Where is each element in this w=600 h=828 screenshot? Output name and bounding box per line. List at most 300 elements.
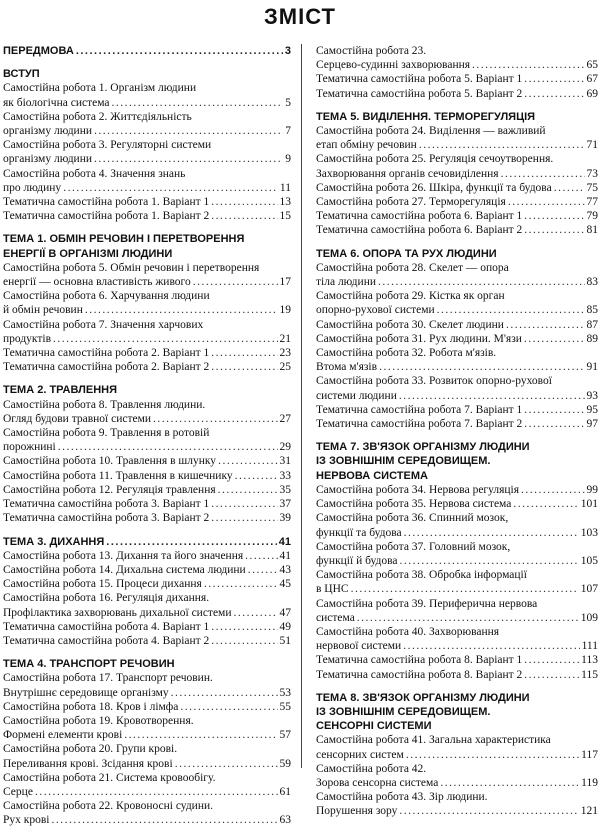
toc-entry-title: Самостійна робота 19. Кровотворення. — [3, 714, 194, 727]
toc-dot-leader — [94, 152, 283, 166]
toc-entry-title: Тематична самостійна робота 7. Варіант 2 — [316, 418, 523, 431]
toc-entry[interactable] — [316, 417, 598, 431]
toc-entry-title: Самостійна робота 15. Процеси дихання — [3, 578, 202, 591]
toc-entry[interactable] — [316, 87, 598, 101]
toc-entry-title: Самостійна робота 12. Регуляція травлення — [3, 483, 216, 496]
toc-entry-title: Самостійна робота 11. Травлення в кишечнику — [3, 469, 233, 482]
toc-entry[interactable] — [316, 511, 598, 525]
toc-section — [3, 383, 291, 525]
toc-entry[interactable] — [316, 389, 598, 403]
toc-dot-leader — [400, 554, 579, 568]
toc-dot-leader — [218, 483, 278, 497]
toc-dot-leader — [124, 728, 277, 742]
toc-page-number: 49 — [279, 620, 291, 633]
toc-entry[interactable] — [316, 497, 598, 511]
toc-entry[interactable] — [3, 469, 291, 483]
toc-entry[interactable] — [316, 332, 598, 346]
toc-heading[interactable] — [316, 247, 598, 261]
toc-page-number: 51 — [279, 634, 291, 647]
toc-entry[interactable] — [316, 223, 598, 237]
toc-entry[interactable] — [316, 653, 598, 667]
toc-entry[interactable] — [316, 303, 598, 317]
toc-entry-title: Самостійна робота 31. Рух людини. М'язи — [316, 332, 522, 345]
toc-entry-title: Самостійна робота 27. Терморегуляція — [316, 196, 506, 209]
toc-entry[interactable] — [3, 332, 291, 346]
toc-dot-leader — [437, 303, 585, 317]
toc-page-number: 89 — [586, 332, 598, 345]
toc-entry-title: Самостійна робота 42. — [316, 762, 427, 775]
toc-section — [316, 247, 598, 432]
toc-entry[interactable] — [316, 44, 598, 58]
toc-entry-title: Самостійна робота 17. Транспорт речовин. — [3, 672, 213, 685]
toc-entry-title: ТЕМА 6. ОПОРА ТА РУХ ЛЮДИНИ — [316, 247, 497, 260]
toc-dot-leader — [211, 360, 277, 374]
toc-entry-title: Самостійна робота 7. Значення харчових — [3, 318, 204, 331]
toc-entry[interactable] — [316, 318, 598, 332]
toc-page-number: 79 — [586, 210, 598, 223]
toc-entry[interactable] — [3, 440, 291, 454]
toc-entry[interactable] — [3, 289, 291, 303]
toc-section — [316, 440, 598, 681]
toc-entry-title: ТЕМА 2. ТРАВЛЕННЯ — [3, 384, 118, 397]
toc-entry-title: ТЕМА 1. ОБМІН РЕЧОВИН І ПЕРЕТВОРЕННЯ — [3, 233, 245, 246]
toc-dot-leader — [508, 195, 585, 209]
toc-dot-leader — [112, 96, 284, 110]
toc-entry[interactable] — [3, 81, 291, 95]
toc-entry[interactable] — [3, 152, 291, 166]
toc-section — [3, 657, 291, 827]
toc-entry-title: Самостійна робота 37. Головний мозок, — [316, 540, 511, 553]
toc-dot-leader — [524, 653, 579, 667]
toc-page-number: 35 — [279, 483, 291, 496]
toc-entry-title: ІЗ ЗОВНІШНІМ СЕРЕДОВИЩЕМ. — [316, 455, 491, 468]
toc-entry-title: Серце — [3, 785, 33, 798]
toc-entry-title: про людину — [3, 181, 62, 194]
toc-dot-leader — [85, 303, 278, 317]
toc-entry-title: функції й будова — [316, 554, 398, 567]
toc-page-number: 107 — [580, 583, 598, 596]
toc-heading[interactable] — [316, 469, 598, 483]
toc-entry-title: Самостійна робота 18. Кров і лімфа — [3, 700, 179, 713]
toc-dot-leader — [513, 497, 578, 511]
toc-section — [3, 232, 291, 374]
toc-dot-leader — [35, 785, 278, 799]
toc-entry[interactable] — [3, 671, 291, 685]
toc-entry[interactable] — [316, 167, 598, 181]
toc-entry[interactable] — [3, 303, 291, 317]
toc-entry-title: Самостійна робота 34. Нервова регуляція — [316, 483, 520, 496]
toc-entry-title: ПЕРЕДМОВА — [3, 45, 74, 57]
toc-entry-title: Серцево-судинні захворювання — [316, 59, 471, 72]
toc-dot-leader — [524, 403, 584, 417]
toc-entry-title: Самостійна робота 43. Зір людини. — [316, 791, 488, 804]
toc-heading[interactable] — [3, 383, 291, 397]
toc-dot-leader — [440, 776, 579, 790]
toc-entry[interactable] — [3, 454, 291, 468]
toc-entry[interactable] — [316, 124, 598, 138]
toc-entry[interactable] — [316, 58, 598, 72]
toc-page-number: 9 — [285, 153, 291, 166]
toc-entry[interactable] — [3, 511, 291, 525]
toc-dot-leader — [406, 748, 579, 762]
toc-entry[interactable] — [3, 620, 291, 634]
toc-entry[interactable] — [316, 360, 598, 374]
toc-page-number: 7 — [285, 125, 291, 138]
toc-entry[interactable] — [316, 483, 598, 497]
toc-page-number: 87 — [586, 318, 598, 331]
toc-entry-title: Тематична самостійна робота 8. Варіант 1 — [316, 654, 523, 667]
toc-entry-title: Самостійна робота 5. Обмін речовин і перетворення — [3, 261, 260, 274]
toc-dot-leader — [524, 209, 584, 223]
toc-page-number: 69 — [586, 87, 598, 100]
toc-entry[interactable] — [316, 762, 598, 776]
toc-entry[interactable] — [316, 790, 598, 804]
toc-page-number: 53 — [279, 686, 291, 699]
toc-entry-title: системи людини — [316, 389, 397, 402]
toc-dot-leader — [357, 611, 579, 625]
toc-entry-title: Самостійна робота 1. Організм людини — [3, 82, 197, 95]
toc-dot-leader — [175, 757, 278, 771]
toc-entry-title: ЕНЕРГІЇ В ОРГАНІЗМІ ЛЮДИНИ — [3, 247, 173, 260]
toc-page-number: 45 — [279, 578, 291, 591]
toc-entry-title: Самостійна робота 35. Нервова система — [316, 498, 512, 511]
toc-dot-leader — [378, 275, 585, 289]
toc-entry-title: ТЕМА 5. ВИДІЛЕННЯ. ТЕРМОРЕГУЛЯЦІЯ — [316, 110, 536, 123]
toc-dot-leader — [554, 181, 585, 195]
toc-page-number: 81 — [586, 224, 598, 237]
toc-entry[interactable] — [316, 374, 598, 388]
toc-entry-title: Тематична самостійна робота 5. Варіант 2 — [316, 87, 523, 100]
toc-entry-title: продуктів — [3, 332, 52, 345]
toc-entry[interactable] — [3, 275, 291, 289]
toc-entry[interactable] — [3, 563, 291, 577]
toc-entry-title: етап обміну речовин — [316, 139, 417, 152]
toc-entry[interactable] — [316, 72, 598, 86]
toc-page-number: 67 — [586, 73, 598, 86]
toc-entry[interactable] — [316, 138, 598, 152]
toc-heading[interactable] — [316, 719, 598, 733]
toc-page-number: 39 — [279, 512, 291, 525]
toc-entry-title: СЕНСОРНІ СИСТЕМИ — [316, 720, 432, 733]
toc-left-column — [3, 44, 291, 828]
toc-entry-title: як біологічна система — [3, 96, 110, 109]
toc-entry-title: Самостійна робота 20. Групи крові. — [3, 743, 178, 756]
toc-dot-leader — [524, 223, 584, 237]
toc-entry-title: Самостійна робота 8. Травлення людини. — [3, 398, 206, 411]
toc-entry[interactable] — [3, 318, 291, 332]
toc-entry[interactable] — [316, 733, 598, 747]
toc-page-number: 31 — [279, 455, 291, 468]
toc-right-column — [316, 44, 598, 819]
toc-entry[interactable] — [316, 748, 598, 762]
toc-dot-leader — [506, 318, 585, 332]
toc-dot-leader — [106, 535, 276, 549]
toc-entry[interactable] — [3, 110, 291, 124]
toc-dot-leader — [180, 700, 277, 714]
toc-page-number: 77 — [586, 196, 598, 209]
toc-entry-title: ТЕМА 3. ДИХАННЯ — [3, 535, 105, 548]
toc-entry-title: організму людини — [3, 153, 93, 166]
toc-dot-leader — [245, 549, 277, 563]
toc-page-number: 23 — [279, 347, 291, 360]
toc-heading[interactable] — [316, 705, 598, 719]
toc-dot-leader — [211, 346, 277, 360]
toc-entry-title: Огляд будови травної системи — [3, 412, 152, 425]
toc-entry[interactable] — [3, 96, 291, 110]
toc-entry-title: в ЦНС — [316, 583, 349, 596]
toc-page-number: 59 — [279, 757, 291, 770]
toc-page-number: 85 — [586, 304, 598, 317]
toc-entry-title: Тематична самостійна робота 3. Варіант 2 — [3, 512, 210, 525]
toc-entry-title: система — [316, 611, 355, 624]
toc-entry[interactable] — [316, 195, 598, 209]
toc-entry-title: порожнині — [3, 441, 56, 454]
toc-entry-title: ТЕМА 4. ТРАНСПОРТ РЕЧОВИН — [3, 658, 175, 671]
toc-section — [3, 44, 291, 58]
toc-entry[interactable] — [3, 813, 291, 827]
toc-entry[interactable] — [3, 360, 291, 374]
toc-entry-title: Рух крові — [3, 814, 50, 827]
toc-entry-title: Самостійна робота 33. Розвиток опорно-рухової — [316, 375, 552, 388]
toc-page-number: 27 — [279, 412, 291, 425]
toc-entry-title: тіла людини — [316, 276, 376, 289]
toc-dot-leader — [211, 209, 277, 223]
toc-entry-title: Самостійна робота 36. Спинний мозок, — [316, 512, 509, 525]
toc-entry-title: Самостійна робота 29. Кістка як орган — [316, 290, 505, 303]
toc-entry[interactable] — [3, 785, 291, 799]
toc-entry-title: Самостійна робота 40. Захворювання — [316, 625, 500, 638]
toc-entry[interactable] — [3, 771, 291, 785]
toc-entry[interactable] — [3, 346, 291, 360]
toc-entry[interactable] — [3, 700, 291, 714]
toc-page-number: 11 — [279, 181, 291, 194]
toc-page-number: 19 — [279, 304, 291, 317]
toc-dot-leader — [235, 469, 278, 483]
toc-page-number: 25 — [279, 361, 291, 374]
toc-dot-leader — [419, 138, 585, 152]
toc-entry[interactable] — [316, 181, 598, 195]
toc-dot-leader — [53, 332, 277, 346]
toc-page-number: 95 — [586, 403, 598, 416]
toc-entry[interactable] — [316, 804, 598, 818]
toc-entry-title: Захворювання органів сечовиділення — [316, 167, 499, 180]
toc-dot-leader — [153, 412, 277, 426]
toc-entry[interactable] — [316, 403, 598, 417]
toc-page-number: 47 — [279, 606, 291, 619]
toc-dot-leader — [218, 454, 277, 468]
toc-dot-leader — [404, 526, 579, 540]
toc-entry-title: ІЗ ЗОВНІШНІМ СЕРЕДОВИЩЕМ. — [316, 705, 491, 718]
toc-entry[interactable] — [3, 742, 291, 756]
toc-entry-title: НЕРВОВА СИСТЕМА — [316, 469, 428, 482]
toc-heading[interactable] — [316, 110, 598, 124]
toc-dot-leader — [379, 360, 584, 374]
toc-page-number: 29 — [279, 441, 291, 454]
toc-entry-title: Самостійна робота 32. Робота м'язів. — [316, 347, 497, 360]
toc-entry[interactable] — [316, 625, 598, 639]
toc-dot-leader — [524, 668, 579, 682]
toc-entry[interactable] — [3, 577, 291, 591]
toc-page-number: 121 — [580, 805, 598, 818]
toc-entry[interactable] — [316, 668, 598, 682]
toc-entry-title: Самостійна робота 30. Скелет людини — [316, 318, 504, 331]
page-title: ЗМІСТ — [264, 4, 336, 29]
toc-dot-leader — [248, 563, 278, 577]
toc-page-number: 117 — [581, 748, 598, 761]
toc-page-number: 101 — [580, 498, 598, 511]
toc-entry-title: Самостійна робота 28. Скелет — опора — [316, 261, 509, 274]
toc-page-number: 55 — [279, 700, 291, 713]
toc-heading[interactable] — [3, 247, 291, 261]
toc-entry[interactable] — [3, 606, 291, 620]
toc-entry[interactable] — [316, 209, 598, 223]
toc-page-number: 75 — [586, 181, 598, 194]
toc-entry[interactable] — [316, 152, 598, 166]
toc-dot-leader — [211, 634, 277, 648]
toc-entry[interactable] — [316, 597, 598, 611]
toc-page-number: 83 — [586, 276, 598, 289]
toc-page-number: 73 — [586, 167, 598, 180]
toc-page-number: 97 — [586, 418, 598, 431]
toc-entry-title: Самостійна робота 26. Шкіра, функції та будова — [316, 181, 552, 194]
toc-page-number: 21 — [279, 332, 291, 345]
toc-entry-title: Самостійна робота 16. Регуляція дихання. — [3, 592, 210, 605]
toc-entry[interactable] — [316, 776, 598, 790]
toc-heading[interactable] — [3, 67, 291, 81]
toc-page-number: 103 — [580, 526, 598, 539]
toc-dot-leader — [171, 686, 278, 700]
toc-entry[interactable] — [3, 799, 291, 813]
toc-entry-title: Самостійна робота 25. Регуляція сечоутворення. — [316, 153, 554, 166]
toc-heading[interactable] — [316, 691, 598, 705]
toc-entry[interactable] — [316, 611, 598, 625]
toc-page-number: 109 — [580, 611, 598, 624]
toc-heading[interactable] — [3, 232, 291, 246]
toc-entry-title: Самостійна робота 13. Дихання та його значення — [3, 549, 244, 562]
toc-entry-title: Тематична самостійна робота 3. Варіант 1 — [3, 498, 210, 511]
toc-entry[interactable] — [3, 728, 291, 742]
toc-page-number: 99 — [586, 483, 598, 496]
toc-dot-leader — [211, 497, 277, 511]
toc-entry[interactable] — [316, 540, 598, 554]
toc-entry-title: Профілактика захворювань дихальної системи — [3, 606, 232, 619]
toc-entry[interactable] — [3, 167, 291, 181]
toc-dot-leader — [193, 275, 278, 289]
toc-dot-leader — [399, 389, 585, 403]
toc-entry[interactable] — [3, 634, 291, 648]
toc-dot-leader — [472, 58, 584, 72]
toc-page-number: 105 — [580, 554, 598, 567]
toc-entry-title: Тематична самостійна робота 7. Варіант 1 — [316, 403, 523, 416]
toc-page-number: 57 — [279, 729, 291, 742]
toc-page-number: 13 — [279, 196, 291, 209]
toc-entry[interactable] — [316, 554, 598, 568]
toc-heading[interactable] — [3, 535, 291, 549]
toc-entry-title: Втома м'язів — [316, 361, 378, 374]
toc-entry[interactable] — [3, 757, 291, 771]
toc-dot-leader — [521, 483, 584, 497]
toc-entry[interactable] — [3, 138, 291, 152]
toc-heading[interactable] — [316, 440, 598, 454]
toc-entry-title: Самостійна робота 23. — [316, 45, 427, 57]
toc-entry-title: Тематична самостійна робота 1. Варіант 1 — [3, 196, 210, 209]
toc-heading[interactable] — [316, 454, 598, 468]
toc-page-number: 115 — [581, 668, 598, 681]
toc-entry[interactable] — [3, 398, 291, 412]
toc-entry[interactable] — [3, 195, 291, 209]
toc-entry-title: Тематична самостійна робота 5. Варіант 1 — [316, 73, 523, 86]
toc-entry-title: Самостійна робота 21. Система кровообігу. — [3, 771, 216, 784]
toc-entry-title: Внутрішнє середовище організму — [3, 686, 169, 699]
toc-entry[interactable] — [316, 582, 598, 596]
toc-entry-title: Тематична самостійна робота 6. Варіант 1 — [316, 210, 523, 223]
toc-entry-title: ВСТУП — [3, 68, 40, 81]
toc-dot-leader — [94, 124, 283, 138]
toc-entry[interactable] — [316, 261, 598, 275]
toc-dot-leader — [204, 577, 278, 591]
toc-page-number: 111 — [581, 640, 598, 653]
toc-entry-title: сенсорних систем — [316, 748, 404, 761]
column-divider — [301, 44, 302, 768]
toc-entry[interactable] — [3, 209, 291, 223]
toc-page-number: 71 — [586, 139, 598, 152]
toc-entry-title: Тематична самостійна робота 8. Варіант 2 — [316, 668, 523, 681]
toc-dot-leader — [63, 181, 278, 195]
toc-entry[interactable] — [316, 639, 598, 653]
toc-entry[interactable] — [3, 686, 291, 700]
toc-page-number: 5 — [285, 96, 291, 109]
toc-entry-title: організму людини — [3, 125, 93, 138]
toc-entry[interactable] — [3, 412, 291, 426]
toc-entry-title: Тематична самостійна робота 4. Варіант 2 — [3, 634, 210, 647]
toc-entry[interactable] — [3, 483, 291, 497]
toc-entry[interactable] — [3, 497, 291, 511]
toc-entry[interactable] — [316, 289, 598, 303]
toc-entry[interactable] — [3, 549, 291, 563]
toc-entry-title: Тематична самостійна робота 4. Варіант 1 — [3, 620, 210, 633]
toc-entry-title: Самостійна робота 3. Регуляторні системи — [3, 139, 212, 152]
toc-entry[interactable] — [3, 124, 291, 138]
toc-entry[interactable] — [3, 426, 291, 440]
toc-entry[interactable] — [316, 275, 598, 289]
toc-dot-leader — [524, 417, 584, 431]
toc-entry-title: Зорова сенсорна система — [316, 776, 439, 789]
toc-entry[interactable] — [316, 568, 598, 582]
toc-entry-title: Самостійна робота 14. Дихальна система людини — [3, 563, 246, 576]
toc-entry-title: й обмін речовин — [3, 304, 83, 317]
toc-entry[interactable] — [3, 591, 291, 605]
toc-page-number: 41 — [278, 535, 291, 548]
toc-entry[interactable] — [316, 526, 598, 540]
toc-entry[interactable] — [3, 714, 291, 728]
toc-dot-leader — [58, 440, 278, 454]
toc-entry-title: Тематична самостійна робота 1. Варіант 2 — [3, 210, 210, 223]
toc-entry[interactable] — [316, 346, 598, 360]
toc-heading[interactable] — [3, 657, 291, 671]
toc-entry-title: Самостійна робота 39. Периферична нервова — [316, 597, 538, 610]
toc-entry-title: Самостійна робота 9. Травлення в ротовій — [3, 427, 210, 440]
toc-entry[interactable] — [3, 181, 291, 195]
toc-page-number: 41 — [279, 549, 291, 562]
toc-page-number: 33 — [279, 469, 291, 482]
toc-entry-title: Самостійна робота 41. Загальна характеристика — [316, 734, 551, 747]
toc-entry[interactable] — [3, 261, 291, 275]
toc-heading[interactable] — [3, 44, 291, 58]
toc-entry-title: Порушення зору — [316, 805, 398, 818]
toc-page-number: 43 — [279, 563, 291, 576]
toc-entry-title: Переливання крові. Зсідання крові — [3, 757, 173, 770]
toc-dot-leader — [501, 167, 585, 181]
